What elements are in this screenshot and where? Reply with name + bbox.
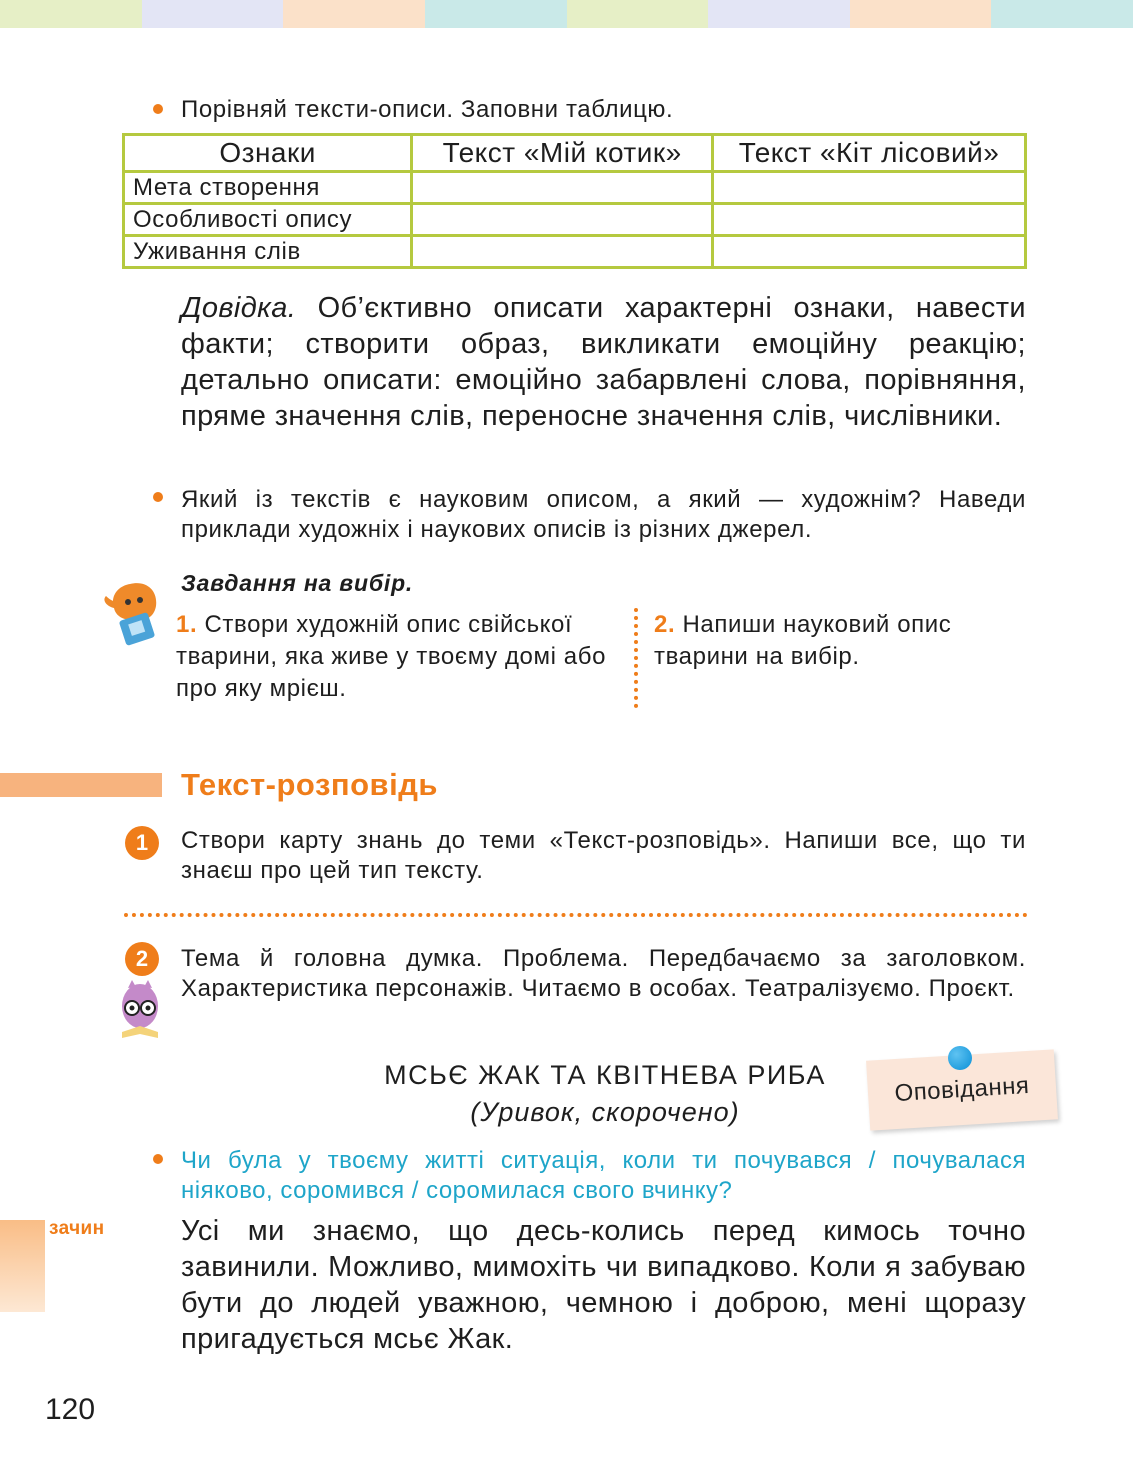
reference-text: Об’єктивно описати характерні ознаки, навести факти; створити образ, викликати емоційну реакцію; детально описати: емоційно забарвлені слова, порівняння, пряме значення слів, переносне значення слів, числівники. <box>181 292 1026 432</box>
option-text: Створи художній опис свійської тварини, яка живе у твоєму домі або про яку мрієш. <box>176 611 607 702</box>
table-cell-empty[interactable] <box>412 236 713 268</box>
choice-heading: Завдання на вибір. <box>181 570 414 596</box>
bullet-icon <box>153 1154 163 1164</box>
genre-sticker: Оповідання <box>866 1049 1058 1130</box>
table-cell-empty[interactable] <box>412 204 713 236</box>
dotted-separator <box>124 913 1028 917</box>
strip-segment <box>708 0 850 28</box>
strip-segment <box>567 0 709 28</box>
owl-mascot-icon <box>116 978 164 1042</box>
margin-label: зачин <box>49 1218 105 1239</box>
strip-segment <box>0 0 142 28</box>
pin-icon <box>948 1046 972 1070</box>
bullet-icon <box>153 104 163 114</box>
option-number: 1. <box>176 611 198 638</box>
option-divider <box>634 608 638 708</box>
compare-instruction: Порівняй тексти-описи. Заповни таблицю. <box>181 96 674 123</box>
section-title: Текст-розповідь <box>181 767 438 802</box>
choice-option-2 <box>654 609 1026 673</box>
reference-lead: Довідка. <box>181 292 297 324</box>
reference-note <box>181 290 1026 434</box>
story-question: Чи була у твоєму житті ситуація, коли ти почувався / почувалася ніяково, соромився / соромилася свого вчинку? <box>181 1147 1026 1204</box>
table-header-row <box>124 135 1026 172</box>
task-text: Тема й головна думка. Проблема. Передбачаємо за заголовком. Характеристика персонажів. Читаємо в особах. Театралізуємо. Проєкт. <box>181 945 1026 1002</box>
question-text: Який із текстів є науковим описом, а який — художнім? Наведи приклади художніх і наукових описів із різних джерел. <box>181 486 1026 543</box>
table-cell-label: Уживання слів <box>124 236 412 268</box>
table-cell-empty[interactable] <box>713 204 1026 236</box>
option-text: Напиши науковий опис тварини на вибір. <box>654 611 952 670</box>
table-header-cell: Ознаки <box>124 135 412 172</box>
table-cell-label: Особливості опису <box>124 204 412 236</box>
comparison-table <box>122 133 1027 269</box>
option-number: 2. <box>654 611 676 638</box>
table-cell-empty[interactable] <box>713 172 1026 204</box>
table-row <box>124 204 1026 236</box>
table-header-cell: Текст «Кіт лісовий» <box>713 135 1026 172</box>
bullet-icon <box>153 492 163 502</box>
table-row <box>124 236 1026 268</box>
table-header-cell: Текст «Мій котик» <box>412 135 713 172</box>
section-bar <box>0 773 162 797</box>
top-color-strip <box>0 0 1133 28</box>
task-number-badge: 2 <box>125 942 159 976</box>
task-number-badge: 1 <box>125 826 159 860</box>
mascot-icon <box>100 578 166 648</box>
strip-segment <box>991 0 1133 28</box>
strip-segment <box>142 0 284 28</box>
strip-segment <box>283 0 425 28</box>
table-cell-empty[interactable] <box>412 172 713 204</box>
story-title: МСЬЄ ЖАК ТА КВІТНЕВА РИБА <box>384 1060 826 1090</box>
story-text: Усі ми знаємо, що десь-колись перед кимось точно завинили. Можливо, мимохіть чи випадково. Коли я забуваю бути до людей уважною, чемною і доброю, мені щоразу пригадується мсьє Жак. <box>181 1215 1026 1355</box>
strip-segment <box>425 0 567 28</box>
table-cell-empty[interactable] <box>713 236 1026 268</box>
task-text: Створи карту знань до теми «Текст-розповідь». Напиши все, що ти знаєш про цей тип тексту. <box>181 827 1026 884</box>
table-cell-label: Мета створення <box>124 172 412 204</box>
page-number: 120 <box>45 1393 96 1426</box>
strip-segment <box>850 0 992 28</box>
story-subtitle: (Уривок, скорочено) <box>470 1097 740 1127</box>
choice-option-1 <box>176 609 616 705</box>
margin-marker <box>0 1220 45 1312</box>
table-row <box>124 172 1026 204</box>
